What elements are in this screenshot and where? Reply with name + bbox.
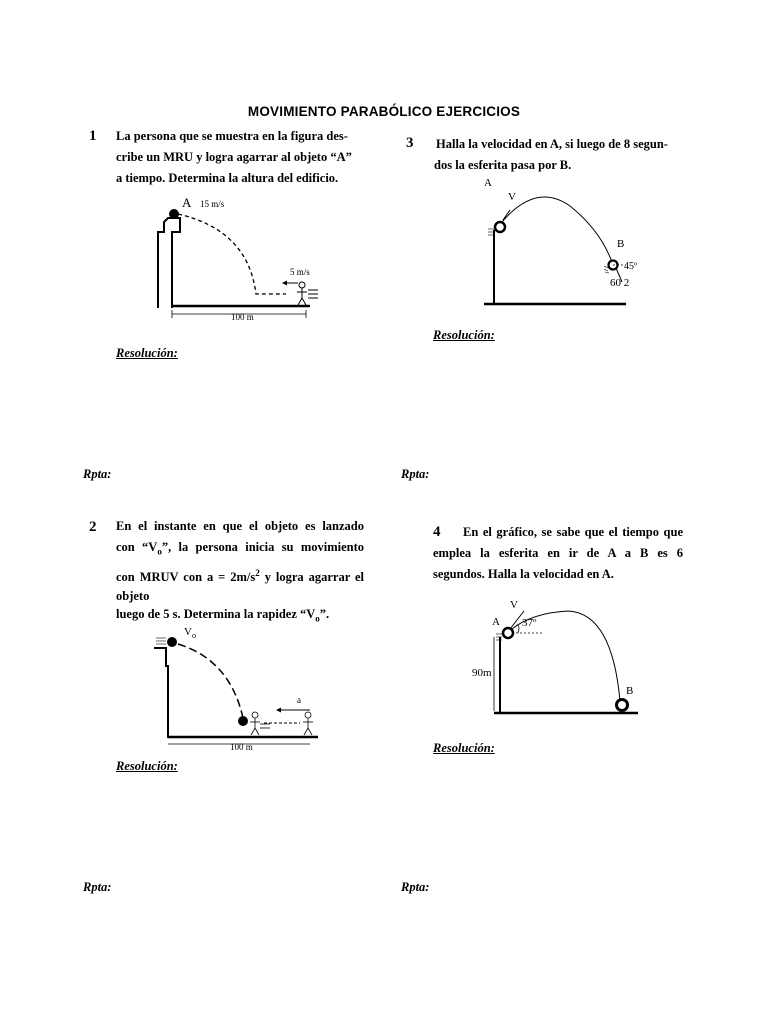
arrow-head (282, 281, 287, 286)
problem-4-figure (468, 595, 658, 720)
problem-4-line: En el gráfico, se sabe que el tiempo que (463, 525, 683, 539)
ball-a (503, 628, 513, 638)
building-outline (158, 218, 180, 308)
building-outline (154, 648, 168, 738)
angle-arc (518, 624, 519, 633)
label-height: 90m (472, 667, 492, 679)
label-b: B (617, 238, 625, 250)
problem-1-statement (116, 126, 366, 189)
problem-2-line: con “$V_o$”, la persona inicia su movimiento (116, 540, 364, 557)
label-angle: 45º (624, 261, 638, 272)
problem-2-line: con MRUV con $a = 2m/s^2$ y logra agarrar el (116, 567, 364, 584)
label-distance: 100 m (231, 312, 254, 322)
problem-1-number: 1 (89, 128, 97, 144)
label-vo: $V_o$ (184, 626, 196, 640)
label-speed-b: 60 2 (610, 277, 630, 289)
label-a: A (182, 195, 192, 210)
label-a: a (297, 695, 301, 705)
label-speed-person: 5 m/s (290, 267, 310, 277)
person-figure (303, 712, 313, 735)
problem-1-figure (150, 190, 330, 325)
problem-3-number: 3 (406, 135, 414, 151)
problem-3-answer-label: Rpta: (401, 467, 430, 481)
ball-b (617, 700, 628, 711)
label-v: V (508, 191, 516, 203)
arrow-head (276, 708, 281, 713)
problem-3-line: dos la esferita pasa por B. (434, 158, 572, 172)
motion-lines (156, 638, 166, 644)
trajectory-path (178, 644, 243, 718)
trajectory-path (178, 214, 286, 294)
problem-2-answer-label: Rpta: (83, 880, 112, 894)
problem-1-line: La persona que se muestra en la figura des- (116, 129, 348, 143)
problem-4-resolution-label: Resolución: (433, 741, 495, 755)
label-speed-object: 15 m/s (200, 199, 225, 209)
problem-4-line: emplea la esferita en ir de A a B es 6 (433, 546, 683, 560)
problem-3-figure (470, 172, 640, 312)
problem-2-line: luego de 5 s. Determina la rapidez “$V_o$”. (116, 606, 330, 624)
label-a: A (492, 616, 500, 628)
problem-1-line: cribe un MRU y logra agarrar al objeto “A” (116, 150, 352, 164)
page-title: MOVIMIENTO PARABÓLICO EJERCICIOS (247, 104, 521, 119)
ball-a (169, 209, 179, 219)
problem-2-line: En el instante en que el objeto es lanzado (116, 519, 364, 533)
label-v: V (510, 599, 518, 611)
problem-3-statement (434, 134, 694, 176)
problem-1-resolution-label: Resolución: (116, 346, 178, 360)
problem-2-resolution-label: Resolución: (116, 759, 178, 773)
problem-2-figure (150, 620, 325, 755)
problem-2-statement (116, 516, 364, 629)
problem-4-line: segundos. Halla la velocidad en A. (433, 567, 614, 581)
problem-4-answer-label: Rpta: (401, 880, 430, 894)
label-distance: 100 m (230, 742, 253, 752)
problem-4-statement (433, 522, 683, 585)
problem-2-line: objeto (116, 588, 150, 603)
problem-1-line: a tiempo. Determina la altura del edificio. (116, 171, 339, 185)
problem-3-line: Halla la velocidad en A, si luego de 8 segun- (436, 137, 668, 151)
label-angle: 37º (522, 617, 537, 629)
problem-3-resolution-label: Resolución: (433, 328, 495, 342)
problem-2-number: 2 (89, 519, 97, 535)
label-b: B (626, 685, 634, 697)
label-a: A (484, 177, 492, 189)
ball-a (495, 222, 505, 232)
ball-object (167, 637, 177, 647)
person-figure (297, 282, 318, 305)
problem-1-answer-label: Rpta: (83, 467, 112, 481)
ball-landing (238, 716, 248, 726)
trajectory-path (502, 197, 612, 262)
problem-4-number: 4 (433, 524, 441, 540)
